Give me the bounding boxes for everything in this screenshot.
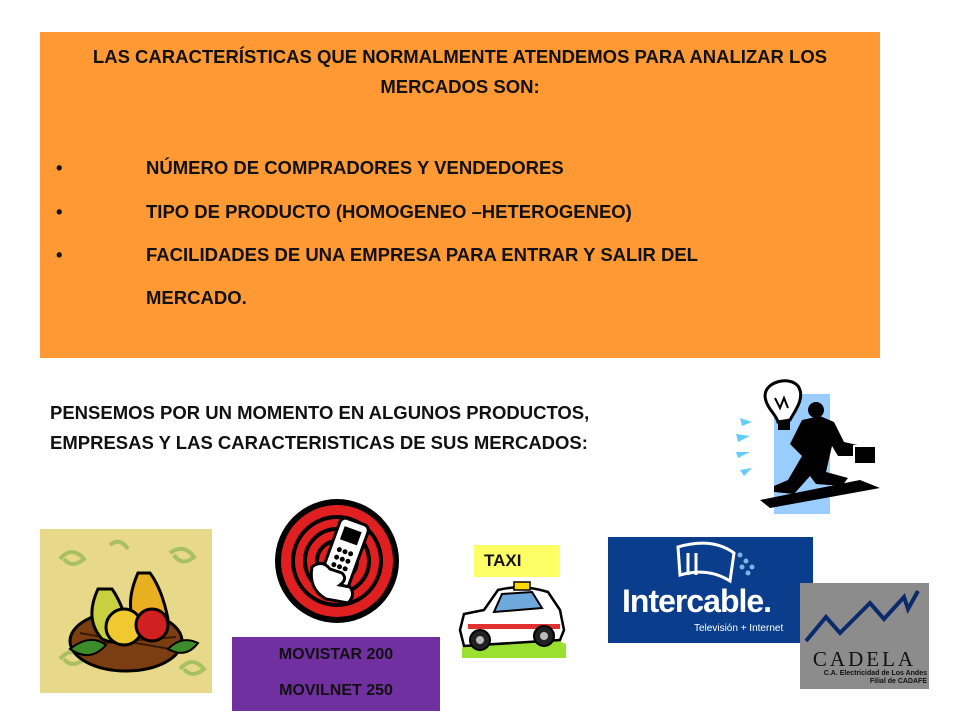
intercable-name: Intercable. [622, 583, 772, 619]
intercable-tagline: Televisión + Internet [694, 623, 784, 634]
businessman-lightbulb-icon [730, 376, 890, 516]
bullet-dot: • [56, 244, 63, 265]
bullet-item [56, 200, 632, 224]
cadela-subtitle: Filial de CADAFE [869, 678, 927, 685]
bullet-item [56, 243, 698, 267]
bullet-text: FACILIDADES DE UNA EMPRESA PARA ENTRAR Y SALIR DEL [146, 244, 698, 265]
intro-line-1: PENSEMOS POR UN MOMENTO EN ALGUNOS PRODUCTOS, [50, 402, 590, 423]
bullet-dot: • [56, 157, 63, 178]
bullet-text: TIPO DE PRODUCTO (HOMOGENEO –HETEROGENEO) [146, 201, 632, 222]
cadela-name: CADELA [812, 647, 917, 671]
taxi-car-icon [456, 578, 570, 660]
box-title-line-2: MERCADOS SON: [380, 76, 540, 97]
bullet-continuation [146, 286, 247, 310]
bullet-dot: • [56, 201, 63, 222]
intercable-logo [608, 537, 813, 643]
cellphone-icon [272, 497, 402, 625]
movilnet-price: MOVILNET 250 [279, 682, 393, 699]
intro-line-2: EMPRESAS Y LAS CARACTERISTICAS DE SUS MERCADOS: [50, 432, 588, 453]
box-title [40, 42, 880, 102]
bullet-item [56, 156, 564, 180]
cadela-logo [800, 583, 929, 689]
taxi-label: TAXI [474, 545, 560, 577]
intro-text [50, 398, 690, 458]
bullet-text: MERCADO. [146, 287, 247, 308]
box-title-line-1: LAS CARACTERÍSTICAS QUE NORMALMENTE ATENDEMOS PARA ANALIZAR LOS [92, 46, 828, 67]
fruit-basket-icon [40, 529, 212, 693]
cadela-subtitle: C.A. Electricidad de Los Andes [823, 670, 927, 677]
movistar-price: MOVISTAR 200 [278, 646, 394, 663]
bullet-text: NÚMERO DE COMPRADORES Y VENDEDORES [146, 157, 564, 178]
